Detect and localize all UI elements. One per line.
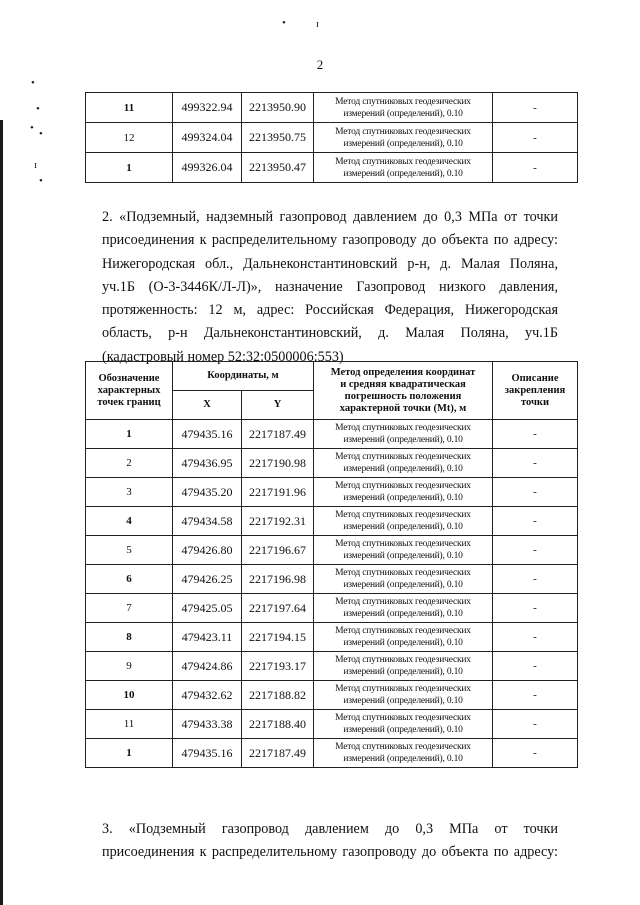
header-x: X: [173, 391, 242, 420]
fixing-description: -: [493, 623, 578, 652]
point-number: 11: [86, 93, 173, 123]
coordinate-x: 479436.95: [173, 449, 242, 478]
table-row: [86, 420, 578, 449]
method-line: измерений (определений), 0.10: [343, 609, 463, 619]
table-row: [86, 93, 578, 123]
method-cell: [314, 123, 493, 153]
method-line: измерений (определений), 0.10: [343, 754, 463, 764]
coordinate-y: 2217187.49: [242, 739, 314, 768]
scan-mark: •: [30, 122, 34, 134]
table-row: [86, 681, 578, 710]
paragraph-line: присоединения к распределительному газопроводу до объекта по адресу:: [102, 232, 558, 249]
scan-mark: ɪ: [34, 159, 38, 171]
coordinate-y: 2217193.17: [242, 652, 314, 681]
fixing-description: -: [493, 478, 578, 507]
fixing-description: -: [493, 123, 578, 153]
coordinate-x: 479426.25: [173, 565, 242, 594]
table-row: [86, 710, 578, 739]
method-cell: [314, 420, 493, 449]
paragraph-line: область, р-н Дальнеконстантиновский, д. Малая Поляна, уч.1Б: [102, 325, 558, 342]
header-description: Описание закрепления точки: [493, 362, 578, 420]
fixing-description: -: [493, 507, 578, 536]
scan-edge-bar: [0, 120, 3, 905]
table-row: [86, 652, 578, 681]
method-cell: [314, 710, 493, 739]
method-line: Метод спутниковых геодезических: [335, 481, 471, 491]
fixing-description: -: [493, 739, 578, 768]
point-number: 12: [86, 123, 173, 153]
point-number: 9: [86, 652, 173, 681]
method-line: измерений (определений), 0.10: [343, 638, 463, 648]
coordinate-x: 499322.94: [173, 93, 242, 123]
method-line: Метод спутниковых геодезических: [335, 713, 471, 723]
paragraph-line: уч.1Б (О-3-3446К/Л-Л)», назначение Газопровод низкого давления,: [102, 278, 558, 295]
method-line: Метод спутниковых геодезических: [335, 510, 471, 520]
paragraph-line: 2. «Подземный, надземный газопровод давлением до 0,3 МПа от точки: [102, 209, 558, 225]
method-cell: [314, 507, 493, 536]
method-cell: [314, 652, 493, 681]
method-cell: [314, 93, 493, 123]
method-line: измерений (определений), 0.10: [343, 138, 463, 149]
paragraph-line: (кадастровый номер 52:32:0500006:553): [102, 348, 344, 365]
fixing-description: -: [493, 652, 578, 681]
method-cell: [314, 153, 493, 183]
method-line: Метод спутниковых геодезических: [335, 597, 471, 607]
section-3-paragraph: [102, 818, 558, 865]
point-number: 1: [86, 153, 173, 183]
point-number: 1: [86, 420, 173, 449]
method-cell: [314, 536, 493, 565]
table-row: [86, 507, 578, 536]
paragraph-line: 3. «Подземный газопровод давлением до 0,3 МПа от точки: [102, 821, 558, 837]
method-line: измерений (определений), 0.10: [343, 551, 463, 561]
method-line: Метод спутниковых геодезических: [335, 452, 471, 462]
scan-mark: •: [39, 175, 43, 187]
coordinate-x: 499326.04: [173, 153, 242, 183]
fixing-description: -: [493, 449, 578, 478]
point-number: 6: [86, 565, 173, 594]
coordinate-y: 2213950.90: [242, 93, 314, 123]
table-row: [86, 565, 578, 594]
coordinate-x: 479424.86: [173, 652, 242, 681]
method-cell: [314, 478, 493, 507]
method-line: измерений (определений), 0.10: [343, 696, 463, 706]
method-line: Метод спутниковых геодезических: [335, 655, 471, 665]
fixing-description: -: [493, 93, 578, 123]
coordinate-x: 479433.38: [173, 710, 242, 739]
method-line: измерений (определений), 0.10: [343, 522, 463, 532]
method-line: измерений (определений), 0.10: [343, 493, 463, 503]
fixing-description: -: [493, 536, 578, 565]
coordinate-y: 2217192.31: [242, 507, 314, 536]
method-line: Метод спутниковых геодезических: [335, 423, 471, 433]
method-cell: [314, 565, 493, 594]
header-designation: Обозначение характерных точек границ: [86, 362, 173, 420]
point-number: 2: [86, 449, 173, 478]
coordinates-table-continued: [85, 92, 578, 183]
coordinate-x: 479426.80: [173, 536, 242, 565]
fixing-description: -: [493, 153, 578, 183]
coordinates-table: [85, 361, 578, 768]
method-cell: [314, 449, 493, 478]
table-row: [86, 449, 578, 478]
method-line: Метод спутниковых геодезических: [335, 684, 471, 694]
header-coordinates: Координаты, м: [173, 362, 314, 391]
coordinate-x: 499324.04: [173, 123, 242, 153]
point-number: 11: [86, 710, 173, 739]
method-line: измерений (определений), 0.10: [343, 667, 463, 677]
table-row: [86, 536, 578, 565]
scan-mark: •: [36, 103, 40, 115]
method-line: Метод спутниковых геодезических: [335, 539, 471, 549]
table-row: [86, 739, 578, 768]
method-line: Метод спутниковых геодезических: [335, 156, 471, 167]
scan-mark: ɪ: [316, 18, 320, 30]
method-cell: [314, 681, 493, 710]
paragraph-line: присоединения к распределительному газопроводу до объекта по адресу:: [102, 844, 558, 861]
coordinate-y: 2217196.67: [242, 536, 314, 565]
point-number: 7: [86, 594, 173, 623]
coordinate-x: 479435.16: [173, 420, 242, 449]
table-row: [86, 623, 578, 652]
scan-mark: •: [39, 128, 43, 140]
method-line: измерений (определений), 0.10: [343, 435, 463, 445]
coordinate-x: 479435.16: [173, 739, 242, 768]
table-row: [86, 123, 578, 153]
coordinate-x: 479432.62: [173, 681, 242, 710]
fixing-description: -: [493, 710, 578, 739]
coordinate-x: 479435.20: [173, 478, 242, 507]
method-line: Метод спутниковых геодезических: [335, 626, 471, 636]
point-number: 8: [86, 623, 173, 652]
coordinate-y: 2217197.64: [242, 594, 314, 623]
paragraph-line: Нижегородская обл., Дальнеконстантиновский р-н, д. Малая Поляна,: [102, 255, 558, 272]
coordinate-x: 479425.05: [173, 594, 242, 623]
header-method: Метод определения координат и средняя квадратическая погрешность положения характерной точки (Mt), м: [314, 362, 493, 420]
fixing-description: -: [493, 594, 578, 623]
header-y: Y: [242, 391, 314, 420]
fixing-description: -: [493, 420, 578, 449]
method-line: Метод спутниковых геодезических: [335, 568, 471, 578]
coordinate-y: 2217191.96: [242, 478, 314, 507]
method-line: измерений (определений), 0.10: [343, 108, 463, 119]
point-number: 1: [86, 739, 173, 768]
point-number: 5: [86, 536, 173, 565]
table-row: [86, 153, 578, 183]
coordinate-y: 2213950.75: [242, 123, 314, 153]
coordinate-y: 2217194.15: [242, 623, 314, 652]
table-row: [86, 594, 578, 623]
fixing-description: -: [493, 565, 578, 594]
scan-mark: •: [31, 77, 35, 89]
coordinate-y: 2213950.47: [242, 153, 314, 183]
method-line: Метод спутниковых геодезических: [335, 742, 471, 752]
coordinate-y: 2217188.40: [242, 710, 314, 739]
page-number: 2: [316, 57, 324, 72]
coordinate-y: 2217190.98: [242, 449, 314, 478]
method-line: измерений (определений), 0.10: [343, 464, 463, 474]
method-cell: [314, 623, 493, 652]
point-number: 3: [86, 478, 173, 507]
point-number: 10: [86, 681, 173, 710]
section-2-paragraph: [102, 206, 558, 369]
coordinate-x: 479423.11: [173, 623, 242, 652]
coordinate-x: 479434.58: [173, 507, 242, 536]
coordinate-y: 2217188.82: [242, 681, 314, 710]
table-row: [86, 478, 578, 507]
method-line: измерений (определений), 0.10: [343, 168, 463, 179]
scan-mark: •: [282, 17, 286, 29]
method-line: Метод спутниковых геодезических: [335, 126, 471, 137]
fixing-description: -: [493, 681, 578, 710]
method-cell: [314, 739, 493, 768]
paragraph-line: протяженность: 12 м, адрес: Российская Федерация, Нижегородская: [102, 302, 558, 319]
method-cell: [314, 594, 493, 623]
method-line: измерений (определений), 0.10: [343, 580, 463, 590]
method-line: измерений (определений), 0.10: [343, 725, 463, 735]
point-number: 4: [86, 507, 173, 536]
coordinate-y: 2217187.49: [242, 420, 314, 449]
coordinate-y: 2217196.98: [242, 565, 314, 594]
method-line: Метод спутниковых геодезических: [335, 96, 471, 107]
